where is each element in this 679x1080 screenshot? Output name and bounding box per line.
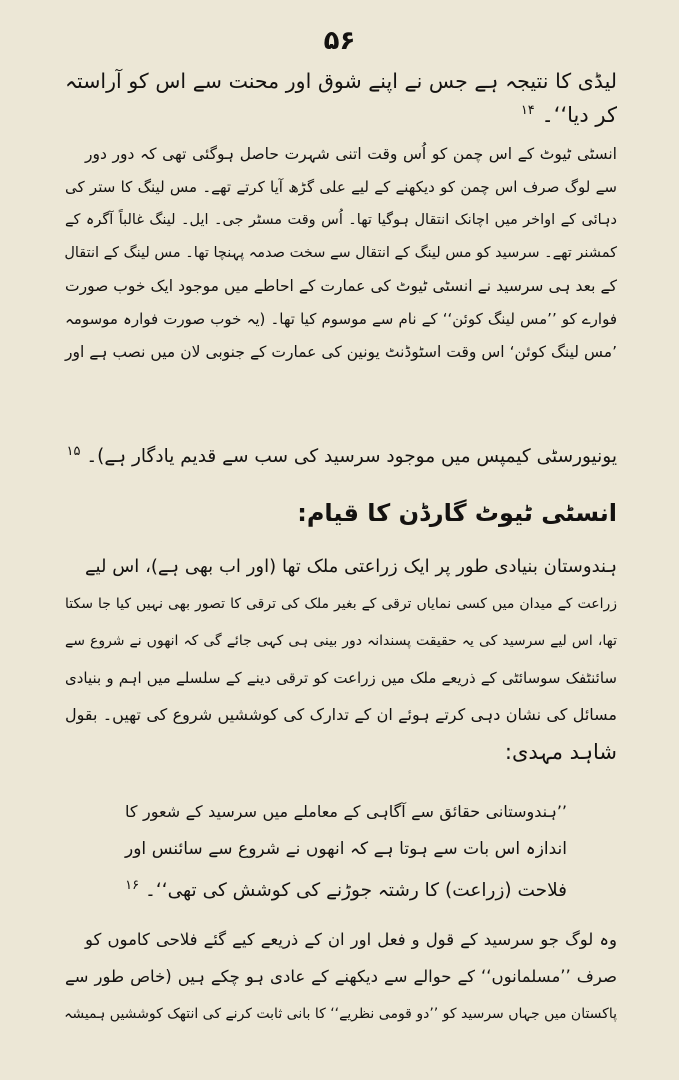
text-line: زراعت کے میدان میں کسی نمایاں ترقی کے بغیر ملک کی ترقی کا تصور بھی نہیں کیا جا سکتا [65, 596, 617, 612]
page-number: ۵۶ [323, 26, 356, 56]
text-line: ہندوستان بنیادی طور پر ایک زراعتی ملک تھا (اور اب بھی ہے)، اس لیے [85, 556, 617, 577]
text-span: یونیورسٹی کیمپس میں موجود سرسید کی سب سے قدیم یادگار ہے)۔ [86, 446, 617, 468]
text-line: دہائی کے اواخر میں اچانک انتقال ہوگیا تھا۔ اُس وقت مسٹر جی۔ ایل۔ لینگ غالباً آگرہ کے [65, 212, 617, 228]
footnote-marker: ۱۶ [125, 878, 140, 893]
footnote-marker: ۱۵ [66, 444, 81, 459]
text-line: کمشنر تھے۔ سرسید کو مس لینگ کے انتقال سے سخت صدمہ پہنچا تھا۔ مس لینگ کے انتقال [64, 245, 617, 261]
text-line: صرف ’’مسلمانوں‘‘ کے حوالے سے دیکھنے کے عادی ہو چکے ہیں (خاص طور سے [65, 967, 617, 986]
text-line: کے بعد ہی سرسید نے انسٹی ٹیوٹ کی عمارت کے احاطے میں موجود ایک خوب صورت [65, 277, 617, 295]
text-line [65, 437, 617, 467]
text-line: پاکستان میں جہاں سرسید کو ’’دو قومی نظریے‘‘ کا بانی ثابت کرنے کی انتھک کوششیں ہمیشہ [64, 1006, 617, 1022]
quote-line [125, 871, 567, 901]
footnote-marker: ۱۴ [520, 103, 535, 118]
text-line: سے لوگ صرف اس چمن کو دیکھنے کے لیے علی گڑھ آیا کرتے تھے۔ مس لینگ کا ستر کی [65, 178, 617, 196]
text-line: سائنٹفک سوسائٹی کے ذریعے ملک میں زراعت کو ترقی دینے کے سلسلے میں اہم و بنیادی [65, 669, 617, 687]
text-line: ’مس لینگ کوئن‘ اس وقت اسٹوڈنٹ یونین کی عمارت کے جنوبی لان میں نصب ہے اور [65, 343, 617, 361]
text-span: فلاحت (زراعت) کا رشتہ جوڑنے کی کوشش کی تھی‘‘۔ [145, 880, 567, 902]
text-line: لیڈی کا نتیجہ ہے جس نے اپنے شوق اور محنت سے اس کو آراستہ [65, 69, 617, 93]
section-heading: انسٹی ٹیوٹ گارڈن کا قیام: [297, 499, 617, 527]
text-line: فوارے کو ’’مس لینگ کوئن‘‘ کے نام سے موسوم کیا تھا۔ (یہ خوب صورت فوارہ موسومہ [65, 310, 617, 328]
quote-line: ’’ہندوستانی حقائق سے آگاہی کے معاملے میں سرسید کے شعور کا [125, 802, 567, 821]
text-line: انسٹی ٹیوٹ کے اس چمن کو اُس وقت اتنی شہرت حاصل ہوگئی تھی کہ دور دور [85, 145, 617, 163]
text-line: وہ لوگ جو سرسید کے قول و فعل اور ان کے ذریعے کیے گئے فلاحی کاموں کو [85, 930, 617, 949]
text-line [65, 96, 617, 126]
text-line: مسائل کی نشان دہی کرتے ہوئے ان کے تدارک کی کوششیں شروع کی تھیں۔ بقول [65, 705, 617, 724]
text-line: شاہد مہدی: [504, 740, 617, 764]
quote-line: اندازہ اس بات سے ہوتا ہے کہ انھوں نے شروع سے سائنس اور [125, 839, 567, 859]
text-line: تھا، اس لیے سرسید کی یہ حقیقت پسندانہ دور بینی ہی کہی جائے گی کہ انھوں نے شروع سے [65, 633, 617, 649]
text-span: کر دیا‘‘۔ [541, 103, 617, 127]
